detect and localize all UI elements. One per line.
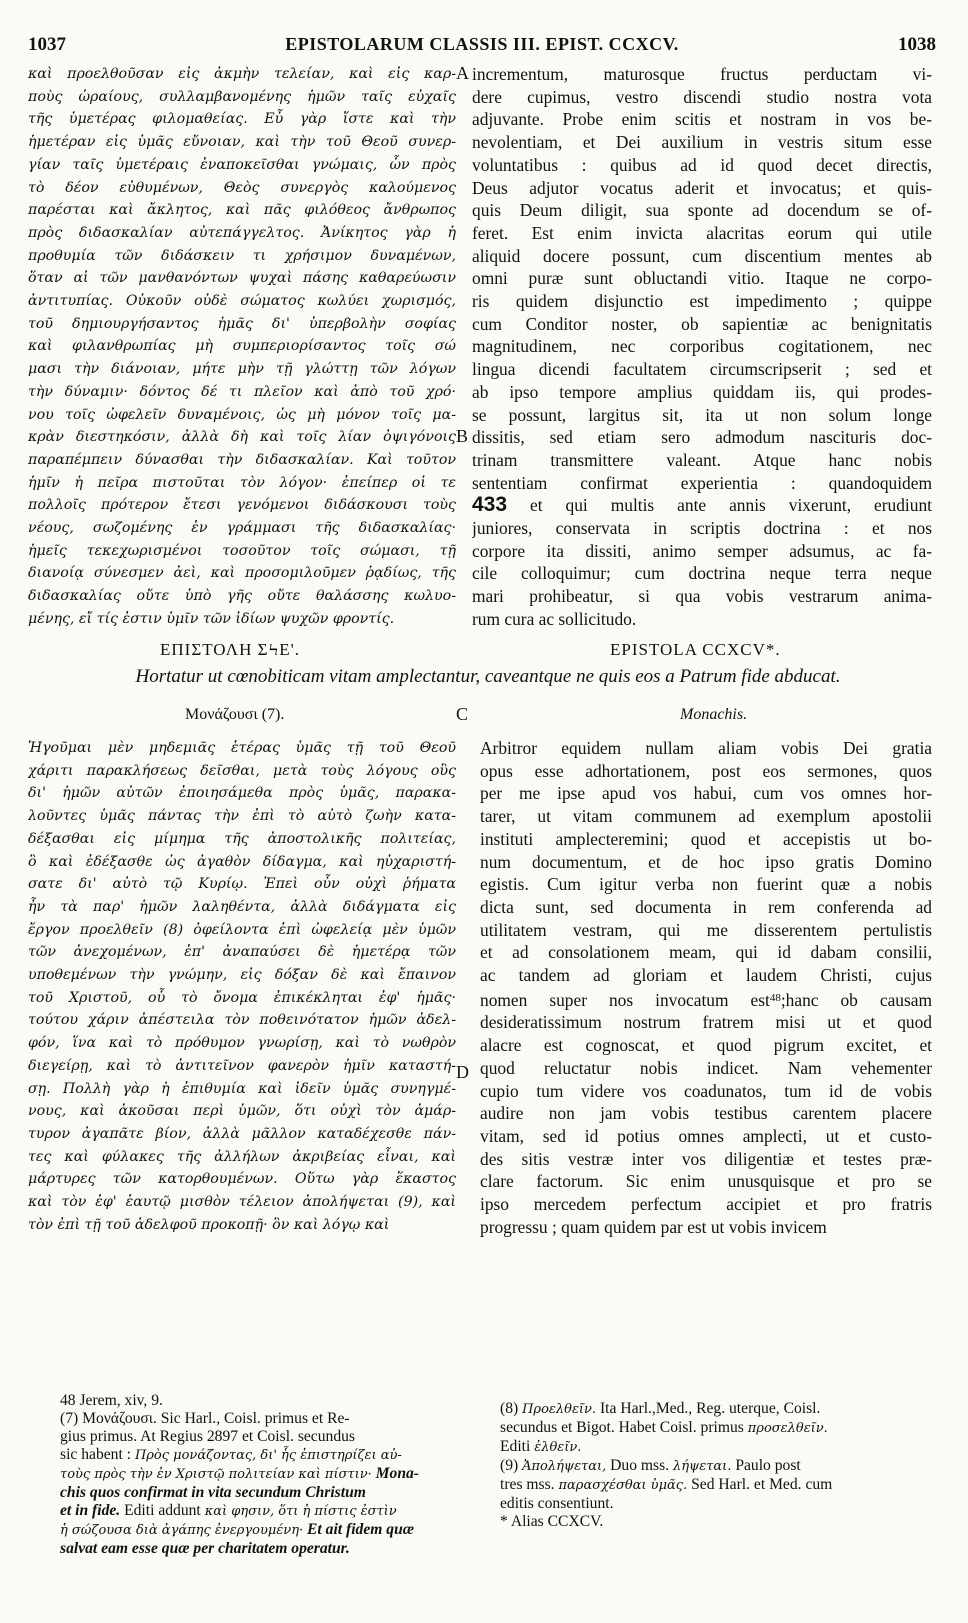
latin-text-line: dere cupimus, vestro discendi studio nostra vota: [472, 86, 932, 107]
footnote-text: Duo mss.: [610, 1457, 670, 1474]
epistle-title-latin: EPISTOLA CCXCV*.: [610, 640, 781, 659]
margin-marker-d: D: [456, 1062, 469, 1082]
greek-text-line: νέους, σωζομένης ἐν γράμμασι τῆς διδασκαλίας·: [28, 520, 456, 537]
latin-text-line: ab ipso tempore amplius quiddam iis, qui prodes-: [472, 381, 932, 402]
latin-column-top: [472, 63, 932, 631]
latin-text-line: magnitudinem, nec corporibus cogitationem, nec: [472, 336, 932, 357]
latin-text-line: dissitis, sed etiam sero admodum nascituris doc-: [472, 427, 932, 448]
latin-text-line: num documentum, et de hoc ipso gratis Domino: [480, 851, 932, 872]
footnote-greek: Ἀπολήψεται,: [522, 1459, 607, 1474]
footnote-line: * Alias CCXCV.: [500, 1513, 604, 1530]
footnote-greek: λήψεται.: [673, 1459, 732, 1474]
greek-addressee: Μονάζουσι (7).: [185, 706, 285, 723]
latin-text-line: egistis. Cum igitur verba non fuerint quæ a nobis: [480, 874, 932, 895]
latin-text-line: alacre est cognoscat, et quod pigrum excitet, et: [480, 1035, 932, 1056]
greek-text-line: παραπέμπειν δύνασθαι τὴν διδασκαλίαν. Καὶ τοῦτον: [28, 451, 456, 468]
greek-text-line: παρέσται καὶ ἄκλητος, καὶ πᾶς φιλόθεος ἄνθρωπος: [28, 202, 456, 219]
footnotes-right: [500, 1400, 932, 1531]
latin-column-body: [480, 737, 932, 1238]
margin-marker-b: B: [456, 426, 469, 446]
latin-text-line: aliquid docere possunt, cum discentium mentes ab: [472, 245, 932, 266]
footnote-line: [60, 1502, 452, 1521]
greek-text-line: προθυμία τῶν διδάσκειν τι χρήσιμον δυναμένων,: [28, 247, 456, 264]
latin-text-line: trinam transmittere valeant. Atque hanc nobis: [472, 449, 932, 470]
latin-text-line: omni puræ sunt obluctandi vitio. Itaque ne corpo-: [472, 268, 932, 289]
column-number: 433: [472, 494, 508, 517]
footnote-line: [500, 1457, 932, 1476]
greek-text-line: ποὺς ὡραίους, συλλαμβανομένης ἡμῶν ταῖς εὐχαῖς: [28, 88, 456, 105]
greek-text-line: τοῦ Χριστοῦ, οὗ τὸ ὄνομα ἐπικέκληται ἐφ' ἡμᾶς·: [28, 989, 456, 1006]
latin-text-line: nevolentiam, et Dei auxilium in vestris situm esse: [472, 132, 932, 153]
greek-text-line: φόν, ἵνα καὶ τὸ πρόθυμον γνωρίσῃ, καὶ τὸ νωθρὸν: [28, 1035, 456, 1052]
greek-text-line: χάριτι παρακλήσεως δεῖσθαι, μετὰ τοὺς λόγους οὓς: [28, 762, 456, 779]
footnote-line: gius primus. At Regius 2897 et Coisl. secundus: [60, 1428, 355, 1445]
epistle-title-greek: ΕΠΙΣΤΟΛΗ ΣϞΕ'.: [160, 640, 300, 659]
footnote-line: (7) Μονάζουσι. Sic Harl., Coisl. primus et Re-: [60, 1410, 350, 1427]
greek-text-line: ἡμετέραν εἰς ὑμᾶς εὔνοιαν, καὶ τὴν τοῦ Θεοῦ συνερ-: [28, 134, 456, 151]
footnote-text: Editi addunt: [124, 1502, 201, 1519]
page-header: [28, 34, 936, 58]
latin-text-fragment: et qui multis ante annis vixerunt, erudiunt: [530, 495, 932, 516]
greek-text-line: ἀντιτυπίας. Οὐκοῦν οὐδὲ σώματος κωλύει χωρισμός,: [28, 293, 456, 310]
greek-text-line: τυρον ἀγαπᾶτε βίον, ἀλλὰ μᾶλλον καταδέχεσθε πάν-: [28, 1125, 456, 1142]
latin-text-line: opus esse adhortationem, post eos sermones, quos: [480, 760, 932, 781]
greek-text-line: ἦν τὰ παρ' ἡμῶν λαληθέντα, ἀλλὰ διδάγματα εἰς: [28, 898, 456, 915]
latin-text-line: per me ipse apud vos habui, cum vos omnes hor-: [480, 783, 932, 804]
latin-text-line: cile colloquimur; cum doctrina neque terra neque: [472, 563, 932, 584]
footnote-ref-48: 48 Jerem, xiv, 9.: [60, 1392, 163, 1409]
footnote-greek: τοὺς πρὸς τὴν ἐν Χριστῷ πολιτείαν καὶ πίστιν·: [60, 1467, 372, 1482]
running-title: EPISTOLARUM CLASSIS III. EPIST. CCXCV.: [285, 34, 679, 54]
footnote-line: [500, 1476, 932, 1495]
greek-text-line: μένης, εἴ τίς ἐστιν ὑμῖν τῶν ἰδίων ψυχῶν φροντίς.: [28, 610, 395, 627]
latin-text-line: quod reluctatur nobis indicet. Nam vehementer: [480, 1057, 932, 1078]
latin-text-line: feret. Est enim invicta alacritas eorum qui utile: [472, 222, 932, 243]
greek-text-line: καὶ φιλανθρωπίας μὴ συμπεριορίσαντος τοῖς σώ: [28, 338, 456, 355]
greek-text-line: τὸν ἐπὶ τῇ τοῦ ἀδελφοῦ προκοπῇ· ὃν καὶ λόγῳ καὶ: [28, 1216, 390, 1233]
footnote-italic: Et ait fidem quæ: [307, 1521, 415, 1538]
margin-marker-c: C: [456, 704, 469, 724]
footnote-greek: ἡ σώζουσα διὰ ἀγάπης ἐνεργουμένη·: [60, 1523, 304, 1538]
footnote-text: Paulo post: [735, 1457, 801, 1474]
latin-text-line: et ad consolationem meam, qui id dabam consilii,: [480, 942, 932, 963]
greek-text-line: τῆς ὑμετέρας φιλομαθείας. Εὖ γὰρ ἴστε καὶ τὴν: [28, 111, 456, 128]
footnote-line: [60, 1446, 452, 1465]
greek-text-line: τὸ δέον εὐθυμένων, Θεὸς συνεργὸς καλούμενος: [28, 179, 456, 196]
latin-text-line: desideratissimum nostrum fratrem misi ut et quod: [480, 1012, 932, 1033]
footnote-line: [60, 1521, 452, 1540]
greek-text-line: ἡμεῖς τεκεχωρισμένοι τοσοῦτον τοῖς σώμασι, τῇ: [28, 542, 456, 559]
greek-text-line: καὶ προελθοῦσαν εἰς ἀκμὴν τελείαν, καὶ εἰς καρ-: [28, 66, 456, 82]
footnote-text: sic habent :: [60, 1446, 132, 1463]
greek-text-line: τοῦ δημιουργήσαντος ἡμᾶς δι' ὑπερβολὴν σοφίας: [28, 315, 456, 332]
latin-text-line: ris quidem disjunctio est impedimento ; quippe: [472, 291, 932, 312]
footnote-line: salvat eam esse quæ per charitatem operatur.: [60, 1540, 350, 1557]
greek-text-line: κρὰν διεστηκόσιν, ἀλλὰ δὴ καὶ τοῖς λίαν ὀψιγόνοις: [28, 429, 456, 446]
greek-text-line: σατε δι' αὐτὸ τῷ Κυρίῳ. Ἐπεὶ οὖν οὐχὶ ῥήματα: [28, 876, 456, 893]
latin-text-line: rum cura ac sollicitudo.: [472, 608, 637, 629]
greek-column-top: [28, 63, 456, 631]
page-number-left: 1037: [28, 34, 66, 55]
latin-text-line: utilitatem vestram, qui me disserentem pertulistis: [480, 919, 932, 940]
footnote-text: tres mss.: [500, 1476, 555, 1493]
footnote-text: Ita Harl.,Med., Reg. uterque, Coisl.: [599, 1400, 821, 1417]
latin-text-line: cum Conditor noster, ob sapientiæ ac benignitatis: [472, 313, 932, 334]
footnote-greek: ἐλθεῖν.: [534, 1440, 582, 1455]
latin-addressee: Monachis.: [680, 706, 748, 723]
latin-text-line: corpore ita dissiti, animo semper adsumus, ac fa-: [472, 540, 932, 561]
latin-text-fragment: nomen super nos invocatum est: [480, 989, 770, 1010]
greek-column-body: [28, 737, 456, 1236]
greek-text-line: τες καὶ φύλακες τῆς ἀλλήλων ἀκριβείας εἶναι, καὶ: [28, 1148, 456, 1165]
latin-text-line: clare factorum. Sic enim unusquisque et pro se: [480, 1171, 932, 1192]
greek-text-line: νους, καὶ ἀκοῦσαι περὶ ὑμῶν, ὅτι οὐχὶ τὸν ἀμάρ-: [28, 1103, 456, 1120]
margin-marker-a: A: [456, 63, 469, 83]
latin-text-line: se possunt, largitus sit, ita ut non solum longe: [472, 404, 932, 425]
footnote-text: Editi: [500, 1438, 531, 1455]
latin-text-line: des sitis vestræ inter vos diligentiæ et testes præ-: [480, 1148, 932, 1169]
footnote-greek: Προελθεῖν.: [522, 1402, 597, 1417]
greek-text-line: Ἡγοῦμαι μὲν μηδεμιᾶς ἑτέρας ὑμᾶς τῇ τοῦ Θεοῦ: [28, 740, 456, 756]
epistle-summary: Hortatur ut cœnobiticam vitam amplectantur, caveantque ne quis eos a Patrum fide abducat.: [135, 666, 841, 687]
latin-text-line: cupio tum videre vos coadunatos, tum id de vobis: [480, 1080, 932, 1101]
note-reference[interactable]: 48: [769, 991, 781, 1004]
footnote-greek: καὶ φησιν, ὅτι ἡ πίστις ἐστὶν: [204, 1504, 397, 1519]
page-number-right: 1038: [898, 34, 936, 55]
greek-text-line: μασι τὴν διάνοιαν, μήτε μὴν τῇ γλώττῃ τῶν λόγων: [28, 361, 456, 378]
footnote-line: [60, 1465, 452, 1484]
latin-text-line: instituti amplecteremini; quod et accepistis ut bo-: [480, 828, 932, 849]
footnote-line: [500, 1438, 932, 1457]
greek-text-line: γίαν ταῖς ὑμετέραις ἐναποκεῖσθαι γνώμαις, ὧν πρὸς: [28, 156, 456, 173]
greek-text-line: δέξασθαι εἰς μίμημα τῆς ἀποστολικῆς πολιτείας,: [28, 830, 456, 847]
greek-text-line: υποθεμένων τὴν γνώμην, εἰς δόξαν δὲ καὶ ἔπαινον: [28, 967, 456, 984]
footnote-greek: παρασχέσθαι ὑμᾶς.: [558, 1478, 688, 1493]
greek-text-line: τὴν δύναμιν· δόντος δέ τι πλεῖον καὶ ἀπὸ τοῦ χρό·: [28, 383, 456, 400]
footnote-line: editis consentiunt.: [500, 1495, 614, 1512]
latin-text-line: progressu ; quam quidem par est ut vobis invicem: [480, 1216, 827, 1237]
greek-text-line: ἡμῖν ἡ πεῖρα πιστοῦται τὸν λόγον· ἐπείπερ οἱ τε: [28, 474, 456, 491]
latin-text-line: Deus adjutor vocatus aderit et invocatus; et quis-: [472, 177, 932, 198]
greek-text-line: σῃ. Πολλὴ γὰρ ἡ ἐπιθυμία καὶ ἰδεῖν ὑμᾶς συνηγμέ-: [28, 1080, 456, 1097]
footnote-greek: Πρὸς μονάζοντας, δι' ἧς ἐπιστηρίζει αὐ-: [134, 1448, 402, 1463]
latin-text-line: dicta sunt, sed documenta in rem conferenda ad: [480, 896, 932, 917]
latin-text-line: [472, 494, 932, 517]
footnote-text: (8): [500, 1400, 519, 1417]
latin-text-line: juniores, conservata in scriptis doctrina : et nos: [472, 518, 932, 539]
greek-text-line: τούτου χάριν ἀπέστειλα τὸν ποθεινότατον ἡμῶν ἀδελ-: [28, 1012, 456, 1029]
latin-text-line: vitam, sed id potius omnes amplecti, ut et custo-: [480, 1125, 932, 1146]
greek-text-line: ὃ καὶ ἐδέξασθε ὡς ἀγαθὸν δίδαγμα, καὶ ηὐχαριστή-: [28, 853, 456, 870]
latin-text-line: adjuvante. Probe enim scitis et nostram in vos be-: [472, 109, 932, 130]
latin-text-line: quis Deum diligit, sua sponte ad docendum se of-: [472, 200, 932, 221]
greek-text-line: διδασκαλίας οὔτε ὑπὸ γῆς οὔτε θαλάσσης κωλυο-: [28, 588, 456, 605]
latin-text-line: lingua dicendi facultatem circumscripserit ; sed et: [472, 359, 932, 380]
latin-text-line: tarer, ut vitam communem ad exemplum apostolii: [480, 806, 932, 827]
latin-text-fragment: ;hanc ob causam: [780, 989, 932, 1010]
footnote-line: chis quos confirmat in vita secundum Christum: [60, 1484, 366, 1501]
greek-text-line: πολλοῖς πρότερον ἔτεσι γενόμενοι διδάσκουσι τοὺς: [28, 497, 456, 514]
footnote-greek: προσελθεῖν.: [747, 1421, 828, 1436]
latin-text-line: sententiam confirmat experientia : quandoquidem: [472, 472, 932, 493]
greek-text-line: διεγείρῃ, καὶ τὸ ἀντιτεῖνον φανερὸν ἡμῖν καταστή-: [28, 1057, 456, 1074]
greek-text-line: μάρτυρες τῶν κατορθουμένων. Οὕτω γὰρ ἕκαστος: [28, 1171, 456, 1188]
footnote-text: secundus et Bigot. Habet Coisl. primus: [500, 1419, 744, 1436]
footnote-line: [500, 1419, 932, 1438]
footnote-italic: Mona-: [375, 1465, 419, 1482]
latin-text-line: voluntatibus : quibus ad id quod decet directis,: [472, 154, 932, 175]
greek-text-line: ὅταν αἱ τῶν μανθανόντων ψυχαὶ πάσης καθαρεύωσιν: [28, 270, 456, 287]
greek-text-line: ἔργον προελθεῖν (8) ὀφείλοντα ἐπὶ ὠφελείᾳ μὲν ὑμῶν: [28, 921, 456, 938]
greek-text-line: λοῦντες ὑμᾶς πάντας τὴν ἐπὶ τὸ αὐτὸ ζωὴν κατα-: [28, 808, 456, 825]
latin-text-line: Arbitror equidem nullam aliam vobis Dei gratia: [480, 738, 932, 758]
greek-text-line: διανοίᾳ σύνεσμεν ἀεὶ, καὶ προσομιλοῦμεν ῥᾳδίως, τῆς: [28, 565, 456, 582]
footnote-italic: et in fide.: [60, 1502, 121, 1519]
latin-text-line: [480, 987, 932, 1012]
latin-text-line: mari prohibeatur, si qua vobis vestrarum anima-: [472, 586, 932, 607]
greek-text-line: καὶ τὸν ἐφ' ἑαυτῷ μισθὸν τέλειον ἀπολήψεται (9), καὶ: [28, 1194, 456, 1211]
greek-text-line: νου τοῖς ὠφελεῖν δυναμένοις, ὡς μὴ μόνον τοῖς μα-: [28, 406, 456, 423]
footnote-line: [500, 1400, 932, 1419]
footnote-text: Sed Harl. et Med. cum: [691, 1476, 833, 1493]
greek-text-line: τῶν ἀνεχομένων, ἐπ' ἀναπαύσει δὲ ἡμετέρᾳ τῶν: [28, 944, 456, 961]
footnotes-left: [60, 1392, 452, 1558]
latin-text-line: incrementum, maturosque fructus perductam vi-: [472, 64, 932, 84]
greek-text-line: πρὸς διδασκαλίαν αὐτεπάγγελτος. Ἀνίκητος γὰρ ἡ: [28, 224, 456, 241]
greek-text-line: δι' ἡμῶν αὐτῶν ἐποιησάμεθα πρὸς ὑμᾶς, παρακα-: [28, 785, 456, 802]
latin-text-line: audire non jam vobis testibus carentem placere: [480, 1103, 932, 1124]
latin-text-line: ipso mercedem perfectum accipiet et pro fratris: [480, 1194, 932, 1215]
footnote-text: (9): [500, 1457, 519, 1474]
latin-text-line: ac tandem ad gloriam et laudem Christi, cujus: [480, 965, 932, 986]
